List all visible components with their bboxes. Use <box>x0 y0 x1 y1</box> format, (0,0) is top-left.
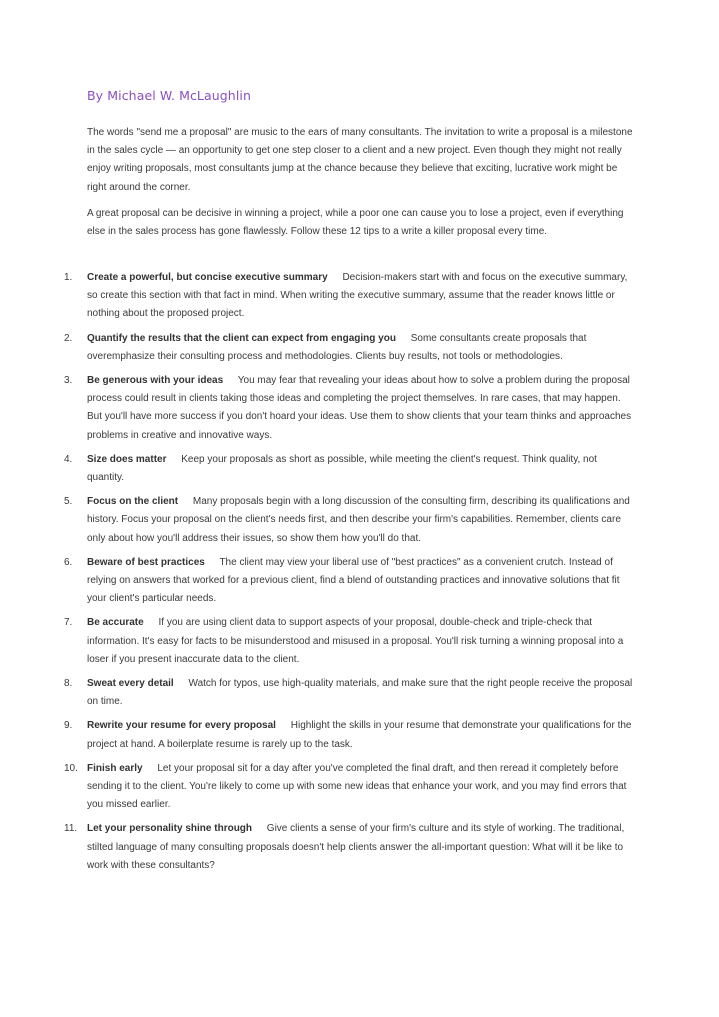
tip-number: 9. <box>64 720 73 732</box>
tip-body: Keep your proposals as short as possible, while meeting the client's request. Think quality, not quantity. <box>87 453 597 484</box>
tip-body: Decision-makers start with and focus on the executive summary, so create this section with that fact in mind. When writing the executive summary, assume that the reader knows little or nothing about the proposed project. <box>87 272 628 320</box>
tip-item-6 <box>0 554 635 609</box>
tip-number: 6. <box>64 556 73 568</box>
tip-body: If you are using client data to support aspects of your proposal, double-check and triple-check that information. It's easy for facts to be misunderstood and misused in a proposal. You'll risk turning a winning proposal into a loser if you present inaccurate data to the client. <box>87 617 624 665</box>
tip-title: Size does matter <box>87 453 167 465</box>
tip-body: You may fear that revealing your ideas about how to solve a problem during the proposal process could result in clients taking those ideas and completing the project themselves. In rare cases, that may happen. But you'll have more success if you don't hoard your ideas. Use them to show clients that your team thinks and approaches problems in creative and innovative ways. <box>87 375 632 441</box>
tip-body: The client may view your liberal use of "best practices" as a convenient crutch. Instead of relying on answers that worked for a previous client, find a blend of outstanding practices and innovative solutions that fit your client's particular needs. <box>87 556 620 605</box>
tip-item-4 <box>0 451 635 487</box>
tip-item-2 <box>0 330 635 366</box>
tip-item-3 <box>0 372 635 445</box>
tip-body: Many proposals begin with a long discussion of the consulting firm, describing its qualifications and history. Focus your proposal on the client's needs first, and then describe your firm's capabilities. Remember, clients care only about how you'll address their issues, so show them how you'll do that. <box>87 496 630 544</box>
tip-number: 4. <box>64 453 73 465</box>
tip-item-5 <box>0 493 635 548</box>
intro-paragraph-1: The words "send me a proposal" are music to the ears of many consultants. The invitation to write a proposal is a milestone in the sales cycle — an opportunity to get one step closer to a client and a new project. Even though they might not really enjoy writing proposals, most consultants jump at the chance because they believe that exciting, lucrative work might be right around the corner. <box>87 127 633 193</box>
tip-body: Highlight the skills in your resume that demonstrate your qualifications for the project at hand. A boilerplate resume is rarely up to the task. <box>87 720 632 750</box>
tip-title: Quantify the results that the client can expect from engaging you <box>87 332 396 344</box>
intro-paragraph-2: A great proposal can be decisive in winning a project, while a poor one can cause you to lose a project, even if everything else in the sales process has gone flawlessly. Follow these 12 tips to a write a killer proposal every time. <box>87 208 624 238</box>
tip-item-11 <box>0 820 635 875</box>
tip-body: Let your proposal sit for a day after you've completed the final draft, and then reread it completely before sending it to the client. You're likely to come up with some new ideas that enhance your work, and you may find errors that you missed earlier. <box>87 762 627 811</box>
tip-item-7 <box>0 614 635 669</box>
tip-item-8 <box>0 675 635 711</box>
tip-title: Let your personality shine through <box>87 823 253 835</box>
author-byline: By Michael W. McLaughlin <box>87 88 251 103</box>
tip-body: Give clients a sense of your firm's culture and its style of working. The traditional, stilted language of many consulting proposals doesn't help clients answer the all-important question: What will it be like to work with these consultants? <box>87 823 625 871</box>
tip-title: Sweat every detail <box>87 678 174 690</box>
tip-body: Some consultants create proposals that overemphasize their consulting process and methodologies. Clients buy results, not tools or methodologies. <box>87 332 587 362</box>
tip-title: Finish early <box>87 762 143 774</box>
tip-title: Create a powerful, but concise executive summary <box>87 272 328 283</box>
tip-body: Watch for typos, use high-quality materials, and make sure that the right people receive the proposal on time. <box>87 678 633 708</box>
tip-item-10 <box>0 760 635 815</box>
tip-title: Beware of best practices <box>87 556 205 568</box>
tip-number: 10. <box>64 762 78 774</box>
tip-number: 1. <box>64 272 73 283</box>
tip-number: 7. <box>64 617 73 629</box>
tip-title: Focus on the client <box>87 496 179 508</box>
tip-item-9 <box>0 717 635 753</box>
tip-number: 8. <box>64 678 73 690</box>
tip-number: 2. <box>64 332 73 344</box>
tip-number: 11. <box>64 823 78 835</box>
tip-item-1 <box>0 269 635 324</box>
tip-title: Be accurate <box>87 617 144 629</box>
tip-title: Be generous with your ideas <box>87 375 224 387</box>
tip-number: 5. <box>64 496 73 508</box>
tips-list <box>0 269 719 881</box>
tip-number: 3. <box>64 375 73 387</box>
tip-title: Rewrite your resume for every proposal <box>87 720 276 732</box>
